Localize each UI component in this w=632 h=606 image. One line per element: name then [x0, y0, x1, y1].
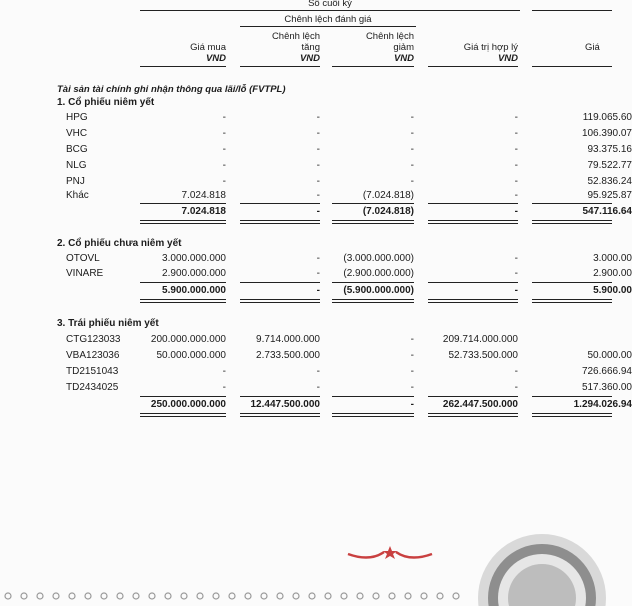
fair-value-cell: - — [514, 382, 518, 393]
right-column-cell: 517.360.00 — [581, 382, 632, 393]
purchase-cell: - — [222, 176, 226, 187]
header-top-rule — [140, 10, 520, 11]
fair-value-cell: 209.714.000.000 — [442, 334, 518, 345]
subtotal-rule — [532, 282, 612, 283]
subtotal-rule — [240, 396, 320, 397]
total-double-rule — [140, 220, 226, 224]
period-heading: Số cuối kỳ — [308, 0, 352, 9]
purchase-cell: - — [222, 144, 226, 155]
fair-value-cell: - — [514, 176, 518, 187]
decrease-cell: - — [410, 112, 414, 123]
increase-cell: - — [316, 366, 320, 377]
section-title: 1. Cổ phiếu niêm yết — [57, 97, 155, 108]
purchase-cell: - — [222, 382, 226, 393]
header-bottom-rule — [332, 66, 414, 67]
table-caption: Tài sản tài chính ghi nhận thông qua lãi/lỗ (FVTPL) — [57, 84, 286, 95]
header-bottom-rule — [140, 66, 226, 67]
subtotal-rule — [140, 396, 226, 397]
decrease-cell: (3.000.000.000) — [343, 253, 414, 264]
purchase-cell: 2.900.000.000 — [162, 268, 226, 279]
purchase-cell: - — [222, 112, 226, 123]
decrease-cell: - — [410, 366, 414, 377]
header-top-rule-e — [532, 10, 612, 11]
increase-cell: - — [316, 253, 320, 264]
total-double-rule — [240, 299, 320, 303]
increase-cell: - — [316, 268, 320, 279]
fair-value-cell: - — [514, 253, 518, 264]
total-double-rule — [532, 299, 612, 303]
right-column-cell: 119.065.60 — [582, 112, 632, 123]
col-fair-unit: VND — [497, 53, 518, 64]
row-name: VBA123036 — [66, 350, 120, 361]
total-double-rule — [332, 299, 414, 303]
fair-value-cell: - — [514, 190, 518, 201]
subtotal-rule — [428, 396, 518, 397]
right-column-cell: 50.000.00 — [587, 350, 632, 361]
row-name: TD2151043 — [66, 366, 119, 377]
increase-cell: - — [316, 382, 320, 393]
decrease-cell: (2.900.000.000) — [343, 268, 414, 279]
increase-cell: - — [316, 144, 320, 155]
increase-cell: 9.714.000.000 — [256, 334, 320, 345]
row-name: TD2434025 — [66, 382, 119, 393]
decrease-cell: - — [410, 176, 414, 187]
total-double-rule — [332, 413, 414, 417]
col-dec-unit: VND — [393, 53, 414, 64]
section-title: 2. Cổ phiếu chưa niêm yết — [57, 238, 182, 249]
decrease-cell: (7.024.818) — [362, 190, 414, 201]
row-name: BCG — [66, 144, 88, 155]
right-column-cell: 106.390.07 — [581, 128, 632, 139]
right-column-cell: 726.666.94 — [581, 366, 632, 377]
total-double-rule — [332, 220, 414, 224]
row-name: VINARE — [66, 268, 104, 279]
total-double-rule — [532, 413, 612, 417]
subtotal-rule — [140, 203, 226, 204]
subtotal-rule — [240, 203, 320, 204]
col-inc-unit: VND — [299, 53, 320, 64]
fair-value-total: - — [514, 285, 518, 296]
group-rule — [240, 26, 416, 27]
right-column-total: 5.900.00 — [593, 285, 632, 296]
total-double-rule — [428, 220, 518, 224]
section-title: 3. Trái phiếu niêm yết — [57, 318, 159, 329]
right-column-cell: 95.925.87 — [587, 190, 632, 201]
col-dec-title2: giảm — [393, 42, 414, 53]
increase-cell: - — [316, 112, 320, 123]
increase-cell: - — [316, 176, 320, 187]
col-dec-title1: Chênh lệch — [365, 31, 414, 42]
purchase-cell: - — [222, 366, 226, 377]
col-inc-title1: Chênh lệch — [271, 31, 320, 42]
right-column-cell: 79.522.77 — [587, 160, 632, 171]
header-bottom-rule — [240, 66, 320, 67]
subtotal-rule — [332, 282, 414, 283]
group-heading: Chênh lệch đánh giá — [284, 14, 372, 25]
total-double-rule — [240, 413, 320, 417]
subtotal-rule — [332, 396, 414, 397]
subtotal-rule — [140, 282, 226, 283]
subtotal-rule — [332, 203, 414, 204]
increase-total: - — [316, 285, 320, 296]
purchase-cell: 3.000.000.000 — [162, 253, 226, 264]
right-column-cell: 2.900.00 — [593, 268, 632, 279]
increase-total: 12.447.500.000 — [250, 399, 320, 410]
purchase-total: 5.900.000.000 — [162, 285, 226, 296]
purchase-cell: 50.000.000.000 — [156, 350, 226, 361]
increase-cell: - — [316, 190, 320, 201]
total-double-rule — [428, 299, 518, 303]
purchase-cell: 200.000.000.000 — [150, 334, 226, 345]
fair-value-cell: - — [514, 144, 518, 155]
red-ornament-icon — [340, 540, 440, 564]
col-inc-title2: tăng — [301, 42, 320, 53]
row-name: NLG — [66, 160, 87, 171]
right-column-cell: 3.000.00 — [593, 253, 632, 264]
purchase-cell: - — [222, 128, 226, 139]
fair-value-cell: - — [514, 366, 518, 377]
total-double-rule — [140, 299, 226, 303]
fair-value-cell: - — [514, 112, 518, 123]
purchase-total: 250.000.000.000 — [150, 399, 226, 410]
row-name: VHC — [66, 128, 88, 139]
col-fair-title: Giá trị hợp lý — [463, 42, 518, 53]
decrease-cell: - — [410, 128, 414, 139]
increase-cell: 2.733.500.000 — [256, 350, 320, 361]
total-double-rule — [428, 413, 518, 417]
right-column-cell: 93.375.16 — [587, 144, 632, 155]
increase-total: - — [316, 206, 320, 217]
row-name: HPG — [66, 112, 88, 123]
right-column-cell: 52.836.24 — [587, 176, 632, 187]
round-overlay-icon — [470, 520, 600, 600]
row-name: CTG123033 — [66, 334, 121, 345]
decrease-cell: - — [410, 334, 414, 345]
col-purchase-title: Giá mua — [190, 42, 226, 53]
subtotal-rule — [532, 396, 612, 397]
right-column-total: 1.294.026.94 — [573, 399, 632, 410]
decrease-cell: - — [410, 382, 414, 393]
purchase-cell: 7.024.818 — [181, 190, 226, 201]
fair-value-total: - — [514, 206, 518, 217]
col-e-title: Giá — [585, 42, 600, 53]
total-double-rule — [532, 220, 612, 224]
fair-value-cell: 52.733.500.000 — [448, 350, 518, 361]
increase-cell: - — [316, 128, 320, 139]
subtotal-rule — [240, 282, 320, 283]
fair-value-total: 262.447.500.000 — [442, 399, 518, 410]
subtotal-rule — [428, 203, 518, 204]
decrease-total: - — [410, 399, 414, 410]
header-bottom-rule — [532, 66, 612, 67]
decrease-total: (5.900.000.000) — [343, 285, 414, 296]
fair-value-cell: - — [514, 268, 518, 279]
purchase-total: 7.024.818 — [181, 206, 226, 217]
total-double-rule — [140, 413, 226, 417]
fair-value-cell: - — [514, 160, 518, 171]
right-column-total: 547.116.64 — [582, 206, 632, 217]
row-name: OTOVL — [66, 253, 100, 264]
decrease-total: (7.024.818) — [362, 206, 414, 217]
total-double-rule — [240, 220, 320, 224]
col-purchase-unit: VND — [205, 53, 226, 64]
increase-cell: - — [316, 160, 320, 171]
header-bottom-rule — [428, 66, 518, 67]
fair-value-cell: - — [514, 128, 518, 139]
decrease-cell: - — [410, 160, 414, 171]
subtotal-rule — [532, 203, 612, 204]
purchase-cell: - — [222, 160, 226, 171]
decrease-cell: - — [410, 350, 414, 361]
decrease-cell: - — [410, 144, 414, 155]
subtotal-rule — [428, 282, 518, 283]
row-name: Khác — [66, 190, 89, 201]
row-name: PNJ — [66, 176, 85, 187]
